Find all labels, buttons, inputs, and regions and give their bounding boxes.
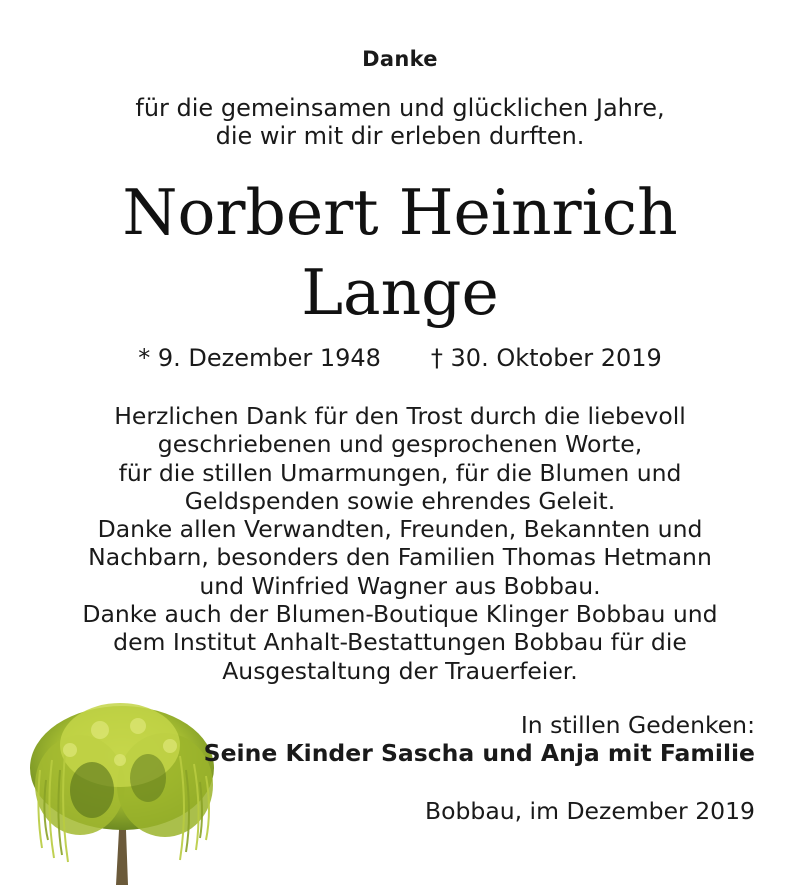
thanks-line: dem Institut Anhalt-Bestattungen Bobbau für die <box>113 628 687 657</box>
life-dates <box>0 343 800 373</box>
birth-date: * 9. Dezember 1948 <box>138 344 381 372</box>
deceased-first-names: Norbert Heinrich <box>122 176 678 249</box>
intro-text <box>0 94 800 150</box>
deceased-surname: Lange <box>301 256 499 329</box>
thanks-line: Herzlichen Dank für den Trost durch die liebevoll <box>114 402 686 430</box>
thanks-line: geschriebenen und gesprochenen Worte, <box>157 430 643 459</box>
place-date: Bobbau, im Dezember 2019 <box>424 797 755 825</box>
thanks-line: Geldspenden sowie ehrendes Geleit. <box>184 486 616 515</box>
thanks-line: Danke auch der Blumen-Boutique Klinger Bobbau und <box>82 600 718 629</box>
thanks-line: Ausgestaltung der Trauerfeier. <box>222 656 578 685</box>
thanks-line: Nachbarn, besonders den Familien Thomas Hetmann <box>88 543 712 572</box>
thanks-line: und Winfried Wagner aus Bobbau. <box>199 571 601 600</box>
intro-line: die wir mit dir erleben durften. <box>215 122 585 150</box>
deceased-name <box>0 173 800 333</box>
thanks-line: für die stillen Umarmungen, für die Blumen und <box>118 458 682 487</box>
thanks-text <box>0 402 800 685</box>
memory-line: In stillen Gedenken: <box>520 711 755 739</box>
thanks-line: Danke allen Verwandten, Freunden, Bekannten und <box>97 515 703 544</box>
intro-line: für die gemeinsamen und glücklichen Jahre, <box>135 94 665 122</box>
death-date: † 30. Oktober 2019 <box>430 344 662 372</box>
family-signature: Seine Kinder Sascha und Anja mit Familie <box>203 739 755 767</box>
notice-heading: Danke <box>362 47 438 71</box>
